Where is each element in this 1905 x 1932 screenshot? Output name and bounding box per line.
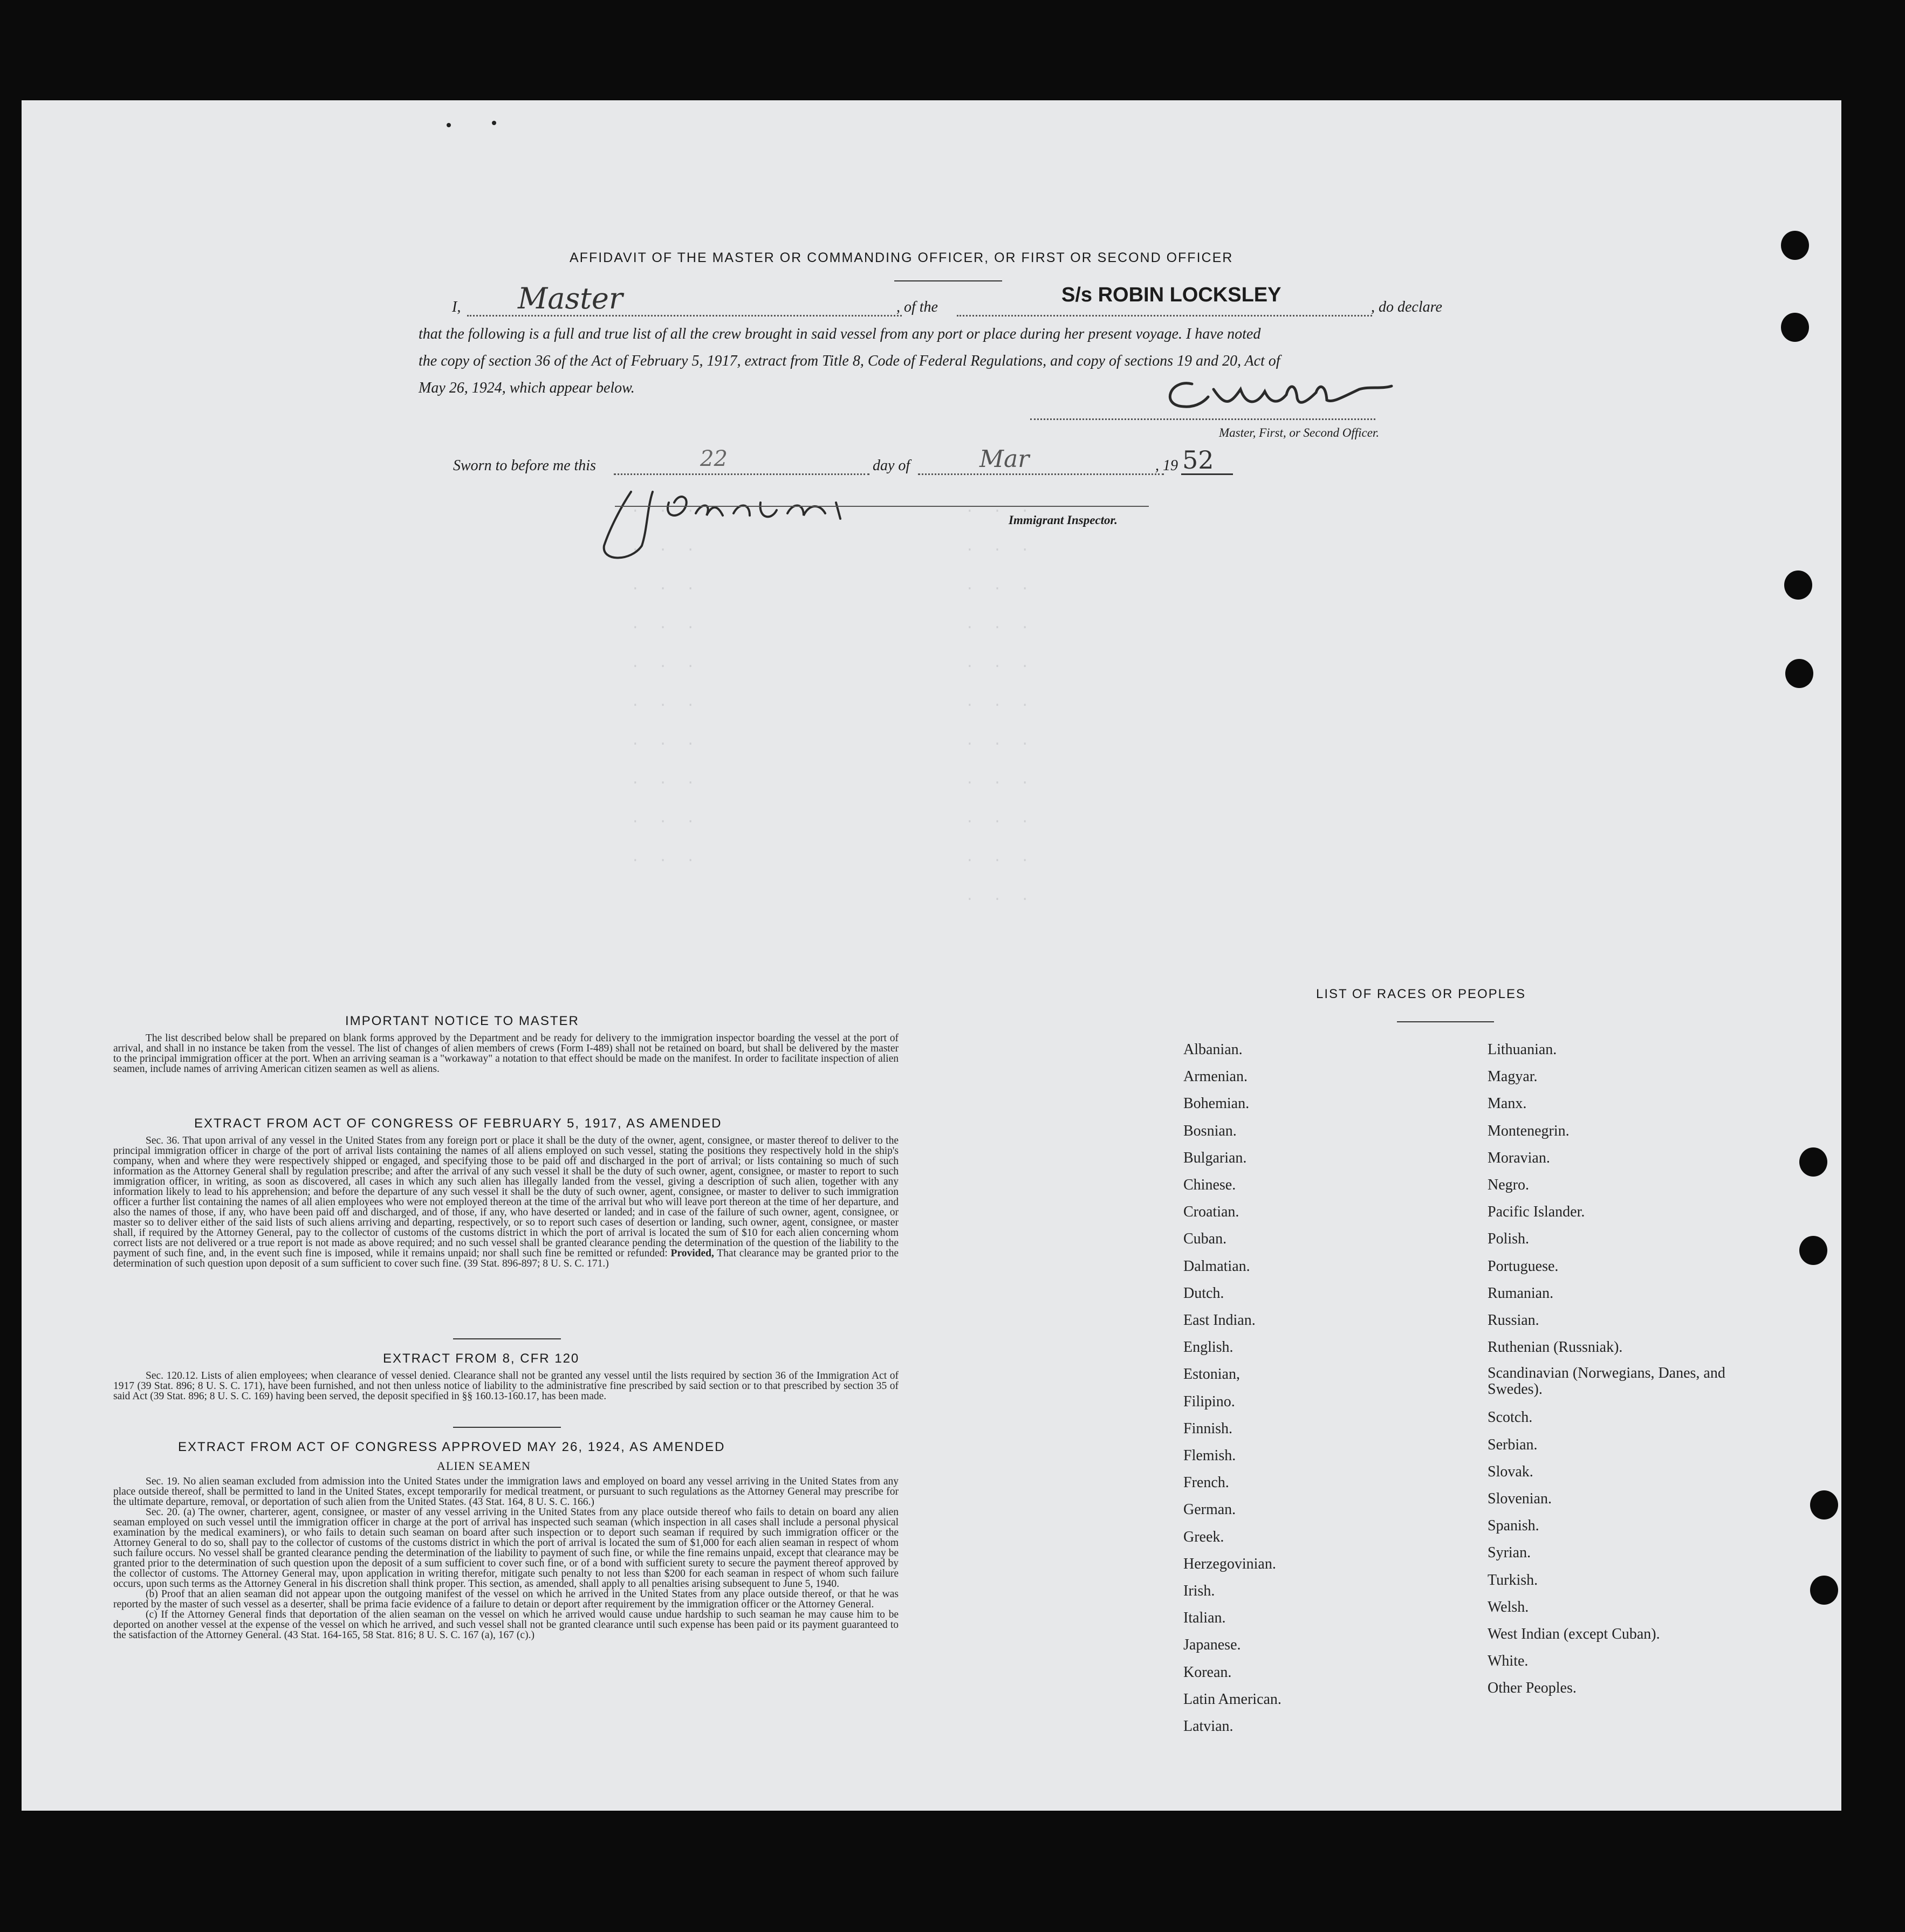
race-item: Portuguese. [1488,1257,1559,1275]
year-suffix: 52 [1182,445,1214,475]
bleed-through: . . . . . . . . . . . . . . . . . . . . . . . . . . . . . . [631,500,701,865]
race-item: Bulgarian. [1183,1149,1247,1166]
race-item: Slovenian. [1488,1490,1552,1508]
inspector-label: Immigrant Inspector. [1009,513,1118,527]
race-item: Slovak. [1488,1463,1533,1480]
vessel-name: S/s ROBIN LOCKSLEY [1061,284,1282,306]
race-item: Manx. [1488,1095,1527,1112]
race-item: Lithuanian. [1488,1041,1557,1058]
punch-hole [1784,570,1812,600]
race-item: English. [1183,1339,1234,1356]
section-20c-paragraph: (c) If the Attorney General finds that deportation of the alien seaman on the vessel on which he arrived would cause undue hardship to such seaman he may cause him to be deported on another vessel at the expense of the vessel on which he arrived, and such vessel shall not be granted clearance until such expense has been paid or its payment guaranteed to the satisfaction of the Attorney General. (43 Stat. 164-165, 58 Stat. 816; 8 U. S. C. 167 (a), 167 (c).) [113,1609,899,1641]
race-item: Dalmatian. [1183,1257,1250,1275]
do-declare-label: , do declare [1371,299,1442,315]
punch-hole [1810,1576,1838,1605]
race-item: Negro. [1488,1177,1529,1194]
race-item: Latin American. [1183,1690,1282,1708]
divider-rule-1 [453,1338,561,1339]
race-item: Filipino. [1183,1393,1235,1410]
affidavit-line-2: the copy of section 36 of the Act of February 5, 1917, extract from Title 8, Code of Federal Regulations, and copy of sections 19 and 20, Act of [419,353,1280,369]
race-item: Moravian. [1488,1149,1550,1166]
master-name-handwritten: Master [518,281,623,315]
punch-hole [1781,231,1809,260]
race-item: Ruthenian (Russniak). [1488,1339,1623,1356]
extract-cfr-title: EXTRACT FROM 8, CFR 120 [383,1351,580,1366]
divider-rule-2 [453,1427,561,1428]
title-rule [894,280,1002,281]
section-19-paragraph: Sec. 19. No alien seaman excluded from admission into the United States under the immigration laws and employed on board any vessel arriving in the United States from any place outside thereof, shall be permitted to land in the United States, except temporarily for medical treatment, or pursuant to such regulations as the Attorney General may prescribe for the ultimate departure, removal, or deportation of such alien from the United States. (43 Stat. 164, 8 U. S. C. 166.) [113,1476,899,1508]
section-20a-paragraph: Sec. 20. (a) The owner, charterer, agent, consignee, or master of any vessel arriving in the United States from any place outside thereof who fails to detain on board any alien seaman employed on such vessel until the immigration officer in charge at the port of arrival has inspected such seaman (which inspection in all cases shall include a personal physical examination by the medical examiners), or who fails to detain such seaman on board after such inspection or to deport such seaman if required by such immigration officer or the Attorney General to do so, shall pay to the collector of customs of the customs district in which the port of arrival is located the sum of $1,000 for each alien seaman in respect of whom such failure occurs. No vessel shall be granted clearance pending the determination of the liability to payment of such fine, or while the fine remains unpaid, except that clearance may be granted prior to the determination of such question upon the deposit of a sum sufficient to cover such fine, or of a bond with sufficient surety to secure the payment thereof approved by the collector of customs. The Attorney General may, upon application in writing therefor, mitigate such penalty to not less than $200 for each seaman in respect of whom such failure occurs, upon such terms as the Attorney General in his discretion shall think proper. This section, as amended, shall apply to all penalties arising subsequent to June 5, 1940. [113,1507,899,1590]
race-item: Albanian. [1183,1041,1243,1058]
notice-title: IMPORTANT NOTICE TO MASTER [345,1014,579,1028]
section-36-text: Sec. 36. That upon arrival of any vessel in the United States from any foreign port or place it shall be the duty of the owner, agent, consignee, or master thereof to deliver to the principal immigration officer in charge of the port of arrival lists containing the names of all aliens employed on such vessel, stating the positions they respectively hold in the ship's company, when and where they were respectively shipped or engaged, and specifying those to be paid off and discharged in the port of arrival; or lists containing so much of such information as the Attorney General shall by regulation prescribe; and after the arrival of any such vessel it shall be the duty of such owner, agent, consignee, or master to report to such immigration officer, in writing, as soon as discovered, all cases in which any such alien has illegally landed from the vessel, giving a description of such alien, together with any information likely to lead to his apprehension; and before the departure of any such vessel it shall be the duty of such owner, agent, consignee, or master to deliver to such immigration officer a further list containing the names of all alien employees who were not employed thereon at the time of the arrival but who will leave port thereon at the time of her departure, and also the names of those, if any, who have been paid off and discharged, and of those, if any, who have deserted or landed; and in case of the failure of such owner, agent, consignee, or master so to deliver either of the said lists of such aliens arriving and departing, respectively, or so to report such cases of desertion or landing, such owner, agent, consignee, or master shall, if required by the Attorney General, pay to the collector of customs of the customs district in which the port of arrival is located the sum of $10 for each alien concerning whom correct lists are not delivered or a true report is not made as above required; and no such vessel shall be granted clearance pending the determination of the question of the liability to the payment of such fine, and, in the event such fine is imposed, while it remains unpaid; nor shall such fine be remitted or refunded: [113,1135,899,1259]
race-item: Japanese. [1183,1637,1241,1654]
race-item: Magyar. [1488,1068,1538,1085]
race-item: Scotch. [1488,1409,1533,1426]
race-item: Chinese. [1183,1177,1236,1194]
race-item: Greek. [1183,1528,1224,1545]
race-item: Pacific Islander. [1488,1204,1585,1221]
signature-label: Master, First, or Second Officer. [1219,426,1380,439]
race-item: Polish. [1488,1230,1530,1248]
sworn-month: Mar [979,445,1030,473]
race-item: Montenegrin. [1488,1122,1570,1139]
affidavit-pre-name: I, [452,299,461,315]
race-item: Latvian. [1183,1718,1234,1735]
race-item: Herzegovinian. [1183,1555,1276,1572]
section-20b-paragraph: (b) Proof that an alien seaman did not appear upon the outgoing manifest of the vessel on which he arrived in the United States from any place outside thereof, or that he was reported by the master of such vessel as a deserter, shall be prima facie evidence of a failure to detain or deport after requirement by the immigration officer or the Attorney General. [113,1589,899,1610]
races-rule [1397,1021,1494,1022]
race-item: Finnish. [1183,1420,1233,1437]
inspector-signature [588,470,868,567]
race-item: French. [1183,1474,1229,1491]
races-column-2 [1488,1036,1741,1702]
race-item: Bohemian. [1183,1095,1250,1112]
day-of-label: day of [873,457,910,474]
race-item: Scandinavian (Norwegians, Danes, and Swedes). [1488,1365,1725,1398]
year-rule [1181,473,1233,475]
race-item: Spanish. [1488,1517,1539,1535]
affidavit-line-3: May 26, 1924, which appear below. [419,380,635,396]
of-the-label: , of the [896,299,938,315]
race-item: East Indian. [1183,1312,1256,1329]
race-item: Turkish. [1488,1571,1538,1589]
officer-signature [1154,373,1413,416]
year-prefix: , 19 [1155,457,1178,474]
race-item: Cuban. [1183,1230,1227,1248]
speck [492,121,496,125]
bleed-through: . . . . . . . . . . . . . . . . . . . . . . . . . . . . . . . . . [965,500,1035,904]
race-item: Russian. [1488,1312,1539,1329]
race-item: Bosnian. [1183,1122,1237,1139]
section-120-paragraph: Sec. 120.12. Lists of alien employees; when clearance of vessel denied. Clearance shall not be granted any vessel until the lists required by section 36 of the Immigration Act of 1917 (39 Stat. 896; 8 U. S. C. 171), have been furnished, and not then unless notice of liability to the administrative fine prescribed by said section or to that prescribed by section 35 of said Act (39 Stat. 896; 8 U. S. C. 169) having been served, the deposit specified in §§ 160.13-160.17, has been made. [113,1370,899,1402]
punch-hole [1785,659,1813,688]
signature-blank [1030,418,1375,420]
vessel-blank [957,315,1372,317]
section-36-paragraph [113,1136,899,1269]
extract-1924-subtitle: ALIEN SEAMEN [437,1459,531,1473]
extract-1917-text [113,1136,899,1269]
section-36-text-end: That clearance may be granted prior to the determination of such question upon deposit of a sum sufficient to cover such fine. (39 Stat. 896-897; 8 U. S. C. 171.) [113,1248,899,1269]
race-item: Flemish. [1183,1447,1236,1465]
punch-hole [1810,1490,1838,1520]
race-item: Other Peoples. [1488,1680,1577,1697]
race-item: Syrian. [1488,1544,1531,1562]
sworn-label: Sworn to before me this [453,457,596,474]
extract-1917-title: EXTRACT FROM ACT OF CONGRESS OF FEBRUARY 5, 1917, AS AMENDED [194,1116,722,1131]
races-title: LIST OF RACES OR PEOPLES [1316,987,1526,1001]
sworn-day: 22 [700,446,728,471]
race-item: Italian. [1183,1610,1226,1627]
document-page [22,100,1841,1811]
race-item: Welsh. [1488,1598,1529,1615]
sworn-month-blank [918,473,1164,475]
affidavit-title: AFFIDAVIT OF THE MASTER OR COMMANDING OFFICER, OR FIRST OR SECOND OFFICER [570,250,1234,265]
provided-word: Provided, [667,1248,714,1259]
race-item: Korean. [1183,1663,1232,1681]
punch-hole [1799,1236,1827,1265]
race-item: Irish. [1183,1583,1215,1600]
race-item: Rumanian. [1488,1284,1554,1302]
race-item: German. [1183,1501,1236,1518]
notice-text [113,1033,899,1074]
race-item: Serbian. [1488,1436,1538,1453]
race-item: Estonian, [1183,1366,1240,1383]
inspector-blank [615,506,1149,507]
notice-paragraph: The list described below shall be prepared on blank forms approved by the Department and be ready for delivery to the immigration inspector boarding the vessel at the port of arrival, and shall in no instance be taken from the vessel. The list of changes of alien members of crews (Form I-489) shall not be retained on board, but shall be delivered by the master to the principal immigration officer at the port. When an arriving seaman is a "workaway" a notation to that effect should be made on the manifest. In order to facilitate inspection of alien seamen, include names of arriving American citizen seamen as well as aliens. [113,1033,899,1075]
race-item: Croatian. [1183,1204,1239,1221]
extract-cfr-text [113,1371,899,1401]
speck [447,123,451,127]
extract-1924-title: EXTRACT FROM ACT OF CONGRESS APPROVED MAY 26, 1924, AS AMENDED [178,1440,725,1454]
race-item: Dutch. [1183,1284,1224,1302]
race-item: White. [1488,1653,1529,1670]
race-item: West Indian (except Cuban). [1488,1626,1660,1643]
affidavit-line-1: that the following is a full and true list of all the crew brought in said vessel from any port or place during her present voyage. I have noted [419,326,1261,342]
punch-hole [1781,313,1809,342]
races-column-1 [1183,1036,1410,1740]
punch-hole [1799,1147,1827,1177]
race-item: Armenian. [1183,1068,1248,1085]
extract-1924-text [113,1476,899,1640]
